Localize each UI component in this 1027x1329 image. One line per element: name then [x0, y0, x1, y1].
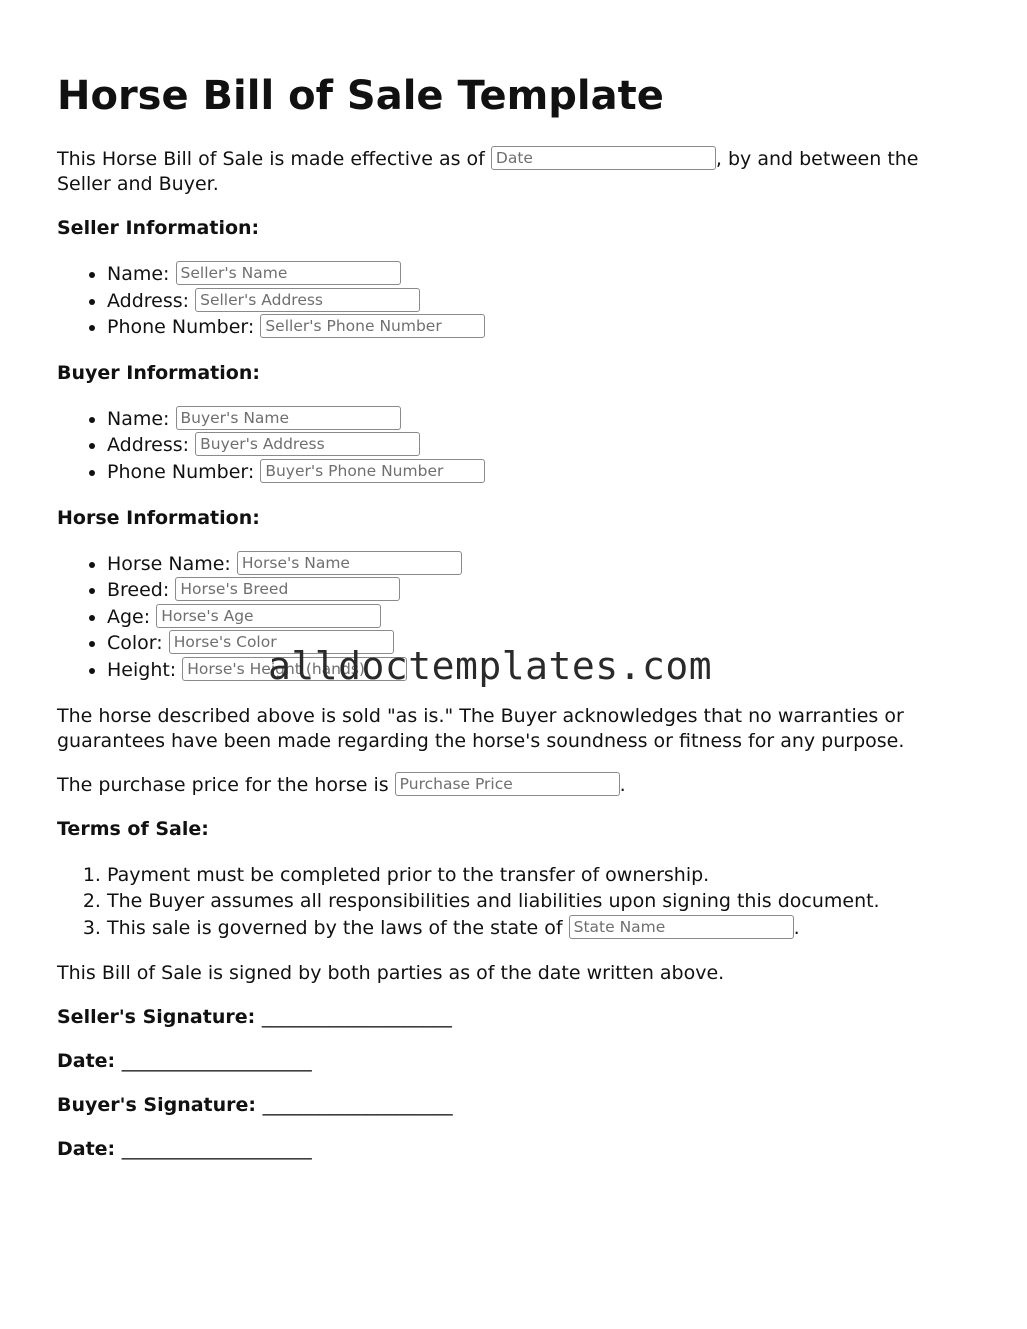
seller-date-label: Date:: [57, 1050, 116, 1073]
seller-name-item: [107, 261, 977, 288]
intro-paragraph: [57, 147, 977, 197]
horse-age-label: Age:: [107, 605, 151, 628]
horse-age-input[interactable]: [156, 604, 381, 628]
closing-paragraph: This Bill of Sale is signed by both parties as of the date written above.: [57, 962, 725, 985]
horse-name-input[interactable]: [237, 551, 462, 575]
buyer-address-item: [107, 432, 977, 459]
horse-breed-item: [107, 577, 977, 604]
seller-name-label: Name:: [107, 263, 170, 285]
price-text-after: .: [619, 773, 626, 796]
seller-heading: Seller Information:: [57, 217, 260, 239]
seller-date-row: [57, 1049, 977, 1074]
horse-heading: Horse Information:: [57, 506, 260, 529]
intro-text-after: , by and between the Seller and Buyer.: [57, 148, 919, 195]
price-text-before: The purchase price for the horse is: [57, 773, 395, 796]
price-paragraph: [57, 773, 977, 798]
buyer-phone-item: [107, 459, 977, 486]
seller-phone-item: [107, 314, 977, 341]
document-page: [57, 70, 977, 1181]
buyer-signature-line[interactable]: ____________________: [262, 1094, 453, 1117]
buyer-list: [57, 406, 977, 486]
terms-heading: Terms of Sale:: [57, 817, 209, 840]
buyer-date-line[interactable]: ____________________: [121, 1138, 312, 1161]
horse-height-label: Height:: [107, 658, 177, 681]
state-name-input[interactable]: [569, 915, 794, 939]
terms-item-2: 2. The Buyer assumes all responsibilities and liabilities upon signing this document.: [107, 888, 977, 915]
as-is-paragraph: The horse described above is sold "as is." The Buyer acknowledges that no warranties or guarantees have been made regarding the horse's soundness or fitness for any purpose.: [57, 704, 905, 752]
seller-signature-label: Seller's Signature:: [57, 1006, 256, 1029]
buyer-phone-label: Phone Number:: [107, 460, 255, 483]
seller-phone-label: Phone Number:: [107, 316, 255, 339]
terms-item-3-after: .: [793, 916, 800, 939]
seller-name-input[interactable]: [176, 261, 401, 285]
terms-item-3: [107, 915, 977, 942]
seller-address-input[interactable]: [195, 288, 420, 312]
buyer-date-label: Date:: [57, 1138, 116, 1161]
buyer-heading: Buyer Information:: [57, 361, 260, 384]
terms-list: [57, 862, 977, 942]
seller-phone-input[interactable]: [260, 314, 485, 338]
horse-name-item: [107, 551, 977, 578]
buyer-address-label: Address:: [107, 434, 190, 457]
horse-breed-input[interactable]: [175, 577, 400, 601]
buyer-signature-label: Buyer's Signature:: [57, 1094, 256, 1117]
seller-signature-row: [57, 1005, 977, 1030]
buyer-address-input[interactable]: [195, 432, 420, 456]
seller-date-line[interactable]: ____________________: [121, 1050, 312, 1073]
terms-item-3-text: This sale is governed by the laws of the state of: [107, 916, 569, 939]
buyer-name-item: [107, 406, 977, 433]
horse-name-label: Horse Name:: [107, 552, 231, 575]
buyer-signature-row: [57, 1093, 977, 1118]
buyer-phone-input[interactable]: [260, 459, 485, 483]
purchase-price-input[interactable]: [395, 772, 620, 796]
seller-list: [57, 261, 977, 341]
intro-text-before: This Horse Bill of Sale is made effective as of: [57, 148, 491, 170]
buyer-name-input[interactable]: [176, 406, 401, 430]
watermark: alldoctemplates.com: [268, 644, 713, 688]
seller-signature-line[interactable]: ____________________: [261, 1006, 452, 1029]
buyer-date-row: [57, 1137, 977, 1162]
terms-item-1: 1. Payment must be completed prior to the transfer of ownership.: [107, 862, 977, 889]
buyer-name-label: Name:: [107, 407, 170, 430]
seller-address-label: Address:: [107, 289, 190, 312]
horse-color-label: Color:: [107, 632, 163, 655]
seller-address-item: [107, 288, 977, 315]
effective-date-input[interactable]: [491, 146, 716, 170]
horse-age-item: [107, 604, 977, 631]
horse-breed-label: Breed:: [107, 579, 170, 602]
page-title: Horse Bill of Sale Template: [57, 73, 664, 119]
